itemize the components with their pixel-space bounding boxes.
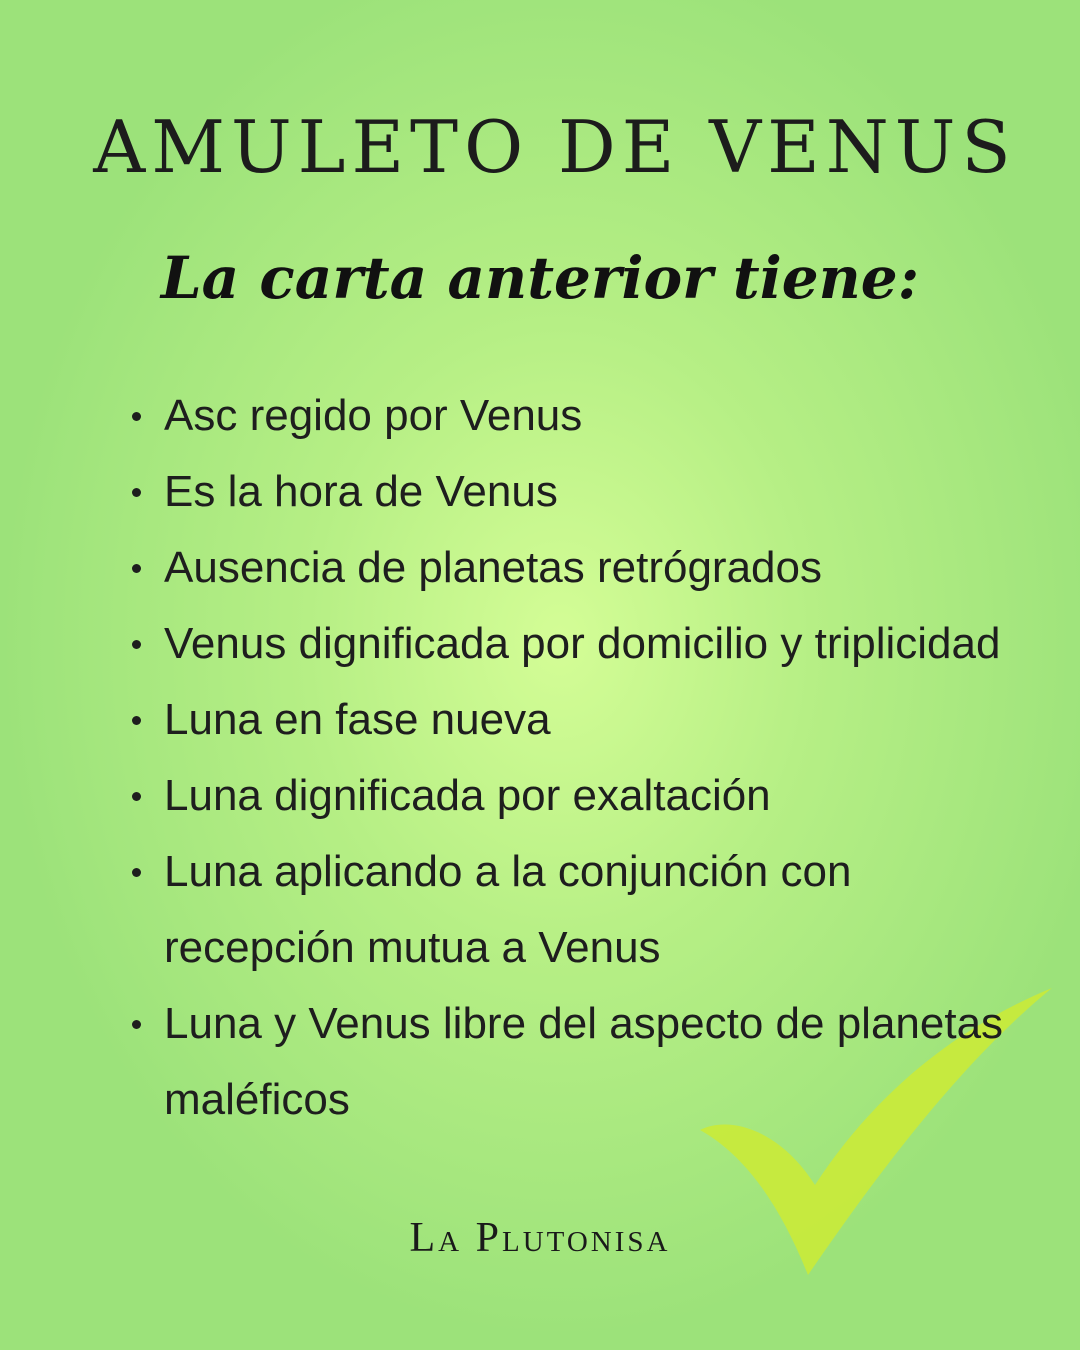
bullet-icon: [132, 792, 141, 801]
list-item-text: Asc regido por Venus: [164, 391, 583, 440]
page-subtitle: La carta anterior tiene:: [160, 244, 920, 312]
bullet-icon: [132, 1020, 141, 1029]
feature-list: [126, 378, 1026, 1138]
list-item-text: Es la hora de Venus: [164, 467, 558, 516]
bullet-icon: [132, 412, 141, 421]
list-item-text: Luna en fase nueva: [164, 695, 551, 744]
list-item: [126, 530, 1026, 606]
list-item: [126, 378, 1026, 454]
page-title: AMULETO DE VENUS: [93, 105, 1017, 189]
list-item: [126, 682, 1026, 758]
list-item: [126, 834, 1026, 986]
list-item: [126, 986, 1026, 1138]
list-item-text: Luna y Venus libre del aspecto de planetas maléficos: [164, 999, 1004, 1124]
list-item: [126, 454, 1026, 530]
list-item-text: Venus dignificada por domicilio y triplicidad: [164, 619, 1001, 668]
list-item-text: Ausencia de planetas retrógrados: [164, 543, 822, 592]
bullet-icon: [132, 716, 141, 725]
bullet-icon: [132, 564, 141, 573]
list-item: [126, 606, 1026, 682]
bullet-icon: [132, 488, 141, 497]
brand-name: La Plutonisa: [409, 1215, 671, 1261]
list-item: [126, 758, 1026, 834]
list-item-text: Luna dignificada por exaltación: [164, 771, 771, 820]
bullet-icon: [132, 868, 141, 877]
list-item-text: Luna aplicando a la conjunción con recepción mutua a Venus: [164, 847, 852, 972]
bullet-icon: [132, 640, 141, 649]
